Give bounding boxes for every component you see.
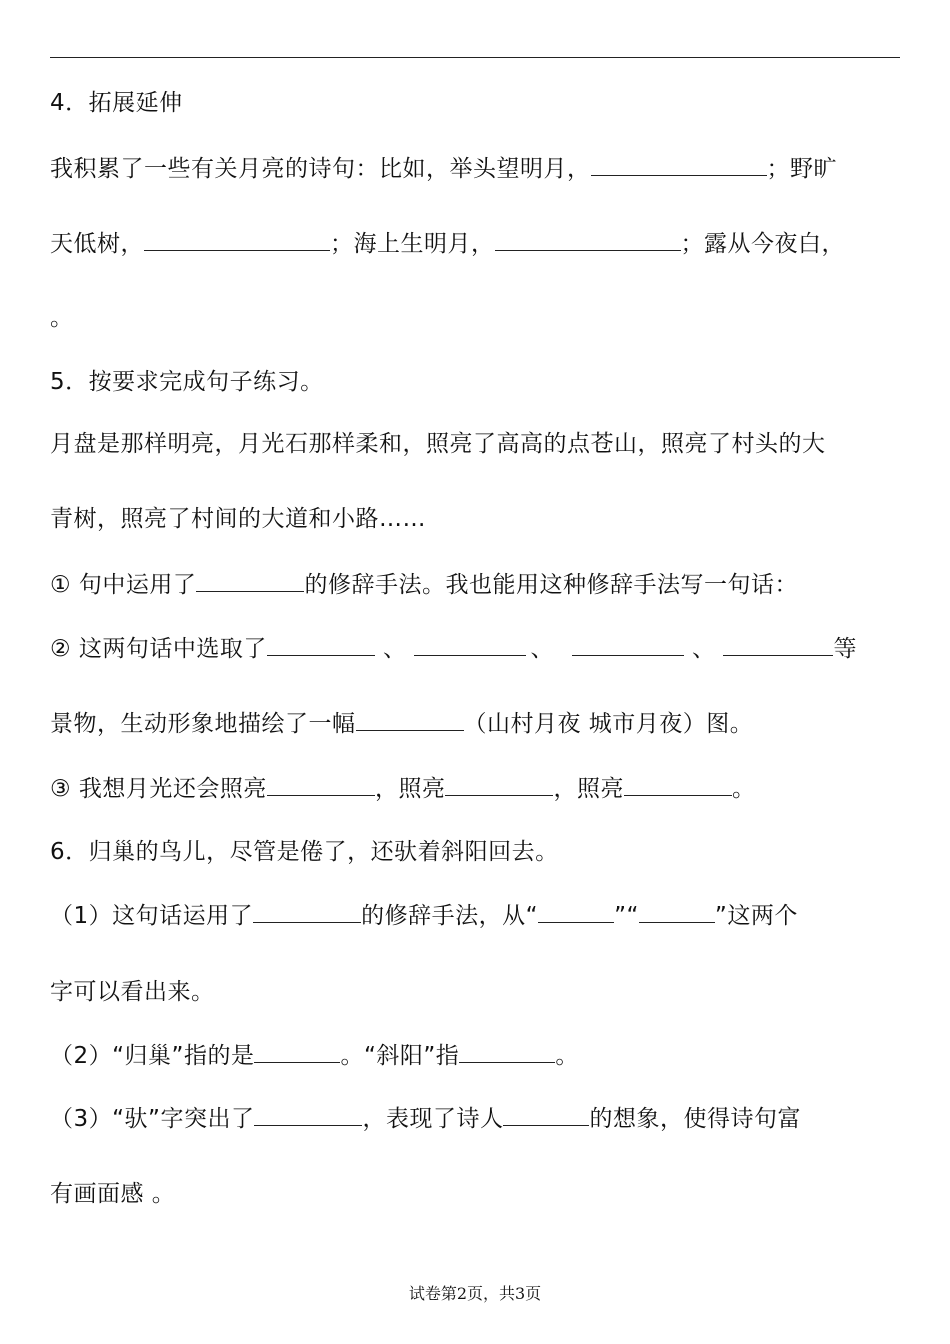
answer-blank[interactable] — [445, 773, 553, 796]
q5-text: ，照亮 — [553, 776, 624, 802]
answer-blank[interactable] — [503, 1103, 589, 1126]
q5-text: 景物，生动形象地描绘了一幅 — [50, 711, 356, 737]
q5-text: ③ 我想月光还会照亮 — [50, 776, 267, 802]
answer-blank[interactable] — [267, 633, 375, 656]
q4-text: ；露从今夜白， — [680, 231, 845, 257]
q5-text: 。 — [731, 776, 756, 802]
q6-part-2 — [50, 1040, 579, 1071]
answer-blank[interactable] — [356, 708, 464, 731]
answer-blank[interactable] — [196, 569, 304, 592]
q6-text: 。 — [555, 1043, 579, 1069]
answer-blank[interactable] — [414, 633, 526, 656]
answer-blank[interactable] — [495, 228, 681, 251]
q5-text: 等 — [833, 636, 857, 662]
q5-item-2-cont — [50, 708, 753, 739]
q6-text: （3）“驮”字突出了 — [50, 1106, 255, 1132]
q6-heading: 6．归巢的鸟儿，尽管是倦了，还驮着斜阳回去。 — [50, 839, 559, 865]
q6-text: （2）“归巢”指的是 — [50, 1043, 255, 1069]
answer-blank[interactable] — [267, 773, 375, 796]
q6-text: ”这两个 — [714, 903, 798, 929]
header-rule — [50, 57, 900, 58]
q5-text: 、 — [691, 636, 716, 662]
q5-text: 的修辞手法。我也能用这种修辞手法写一句话： — [304, 572, 798, 598]
answer-blank[interactable] — [572, 633, 684, 656]
answer-blank[interactable] — [538, 900, 614, 923]
q4-text: ；野旷 — [766, 156, 837, 182]
q5-item-3 — [50, 773, 755, 804]
q4-line-2 — [50, 228, 845, 259]
answer-blank[interactable] — [639, 900, 715, 923]
q5-text: ，照亮 — [374, 776, 446, 802]
q4-text: 我积累了一些有关月亮的诗句：比如，举头望明月， — [50, 156, 591, 182]
q6-text: ，表现了诗人 — [362, 1106, 504, 1132]
q4-heading: 4．拓展延伸 — [50, 90, 183, 116]
q6-part-1 — [50, 900, 798, 931]
q5-item-1 — [50, 569, 798, 600]
q5-text: 、 — [530, 636, 554, 662]
q6-part-3-cont: 有画面感 。 — [50, 1181, 176, 1207]
q5-item-2 — [50, 633, 857, 664]
q4-line-3: 。 — [50, 305, 74, 331]
q5-heading: 5．按要求完成句子练习。 — [50, 369, 324, 395]
answer-blank[interactable] — [591, 153, 767, 176]
answer-blank[interactable] — [253, 900, 361, 923]
q6-text: 的修辞手法，从“ — [361, 903, 539, 929]
q6-text: 的想象，使得诗句富 — [589, 1106, 801, 1132]
q4-text: 天低树， — [50, 231, 144, 257]
q5-text: （山村月夜 城市月夜）图。 — [463, 711, 754, 737]
answer-blank[interactable] — [144, 228, 330, 251]
q6-part-1-cont: 字可以看出来。 — [50, 979, 215, 1005]
page-footer: 试卷第2页，共3页 — [408, 1284, 542, 1303]
q4-text: ；海上生明月， — [330, 231, 495, 257]
answer-blank[interactable] — [459, 1040, 555, 1063]
q5-text: ② 这两句话中选取了 — [50, 636, 267, 662]
q5-passage-line-1: 月盘是那样明亮，月光石那样柔和，照亮了高高的点苍山，照亮了村头的大 — [50, 431, 826, 457]
answer-blank[interactable] — [723, 633, 833, 656]
q6-text: （1）这句话运用了 — [50, 903, 254, 929]
q6-text: 。“斜阳”指 — [340, 1043, 460, 1069]
q5-text: 、 — [382, 636, 407, 662]
q6-part-3 — [50, 1103, 801, 1134]
q4-line-1 — [50, 153, 837, 184]
answer-blank[interactable] — [254, 1040, 340, 1063]
q6-text: ”“ — [614, 903, 639, 929]
answer-blank[interactable] — [624, 773, 732, 796]
q5-passage-line-2: 青树，照亮了村间的大道和小路…… — [50, 506, 426, 532]
answer-blank[interactable] — [254, 1103, 362, 1126]
q5-text: ① 句中运用了 — [50, 572, 197, 598]
